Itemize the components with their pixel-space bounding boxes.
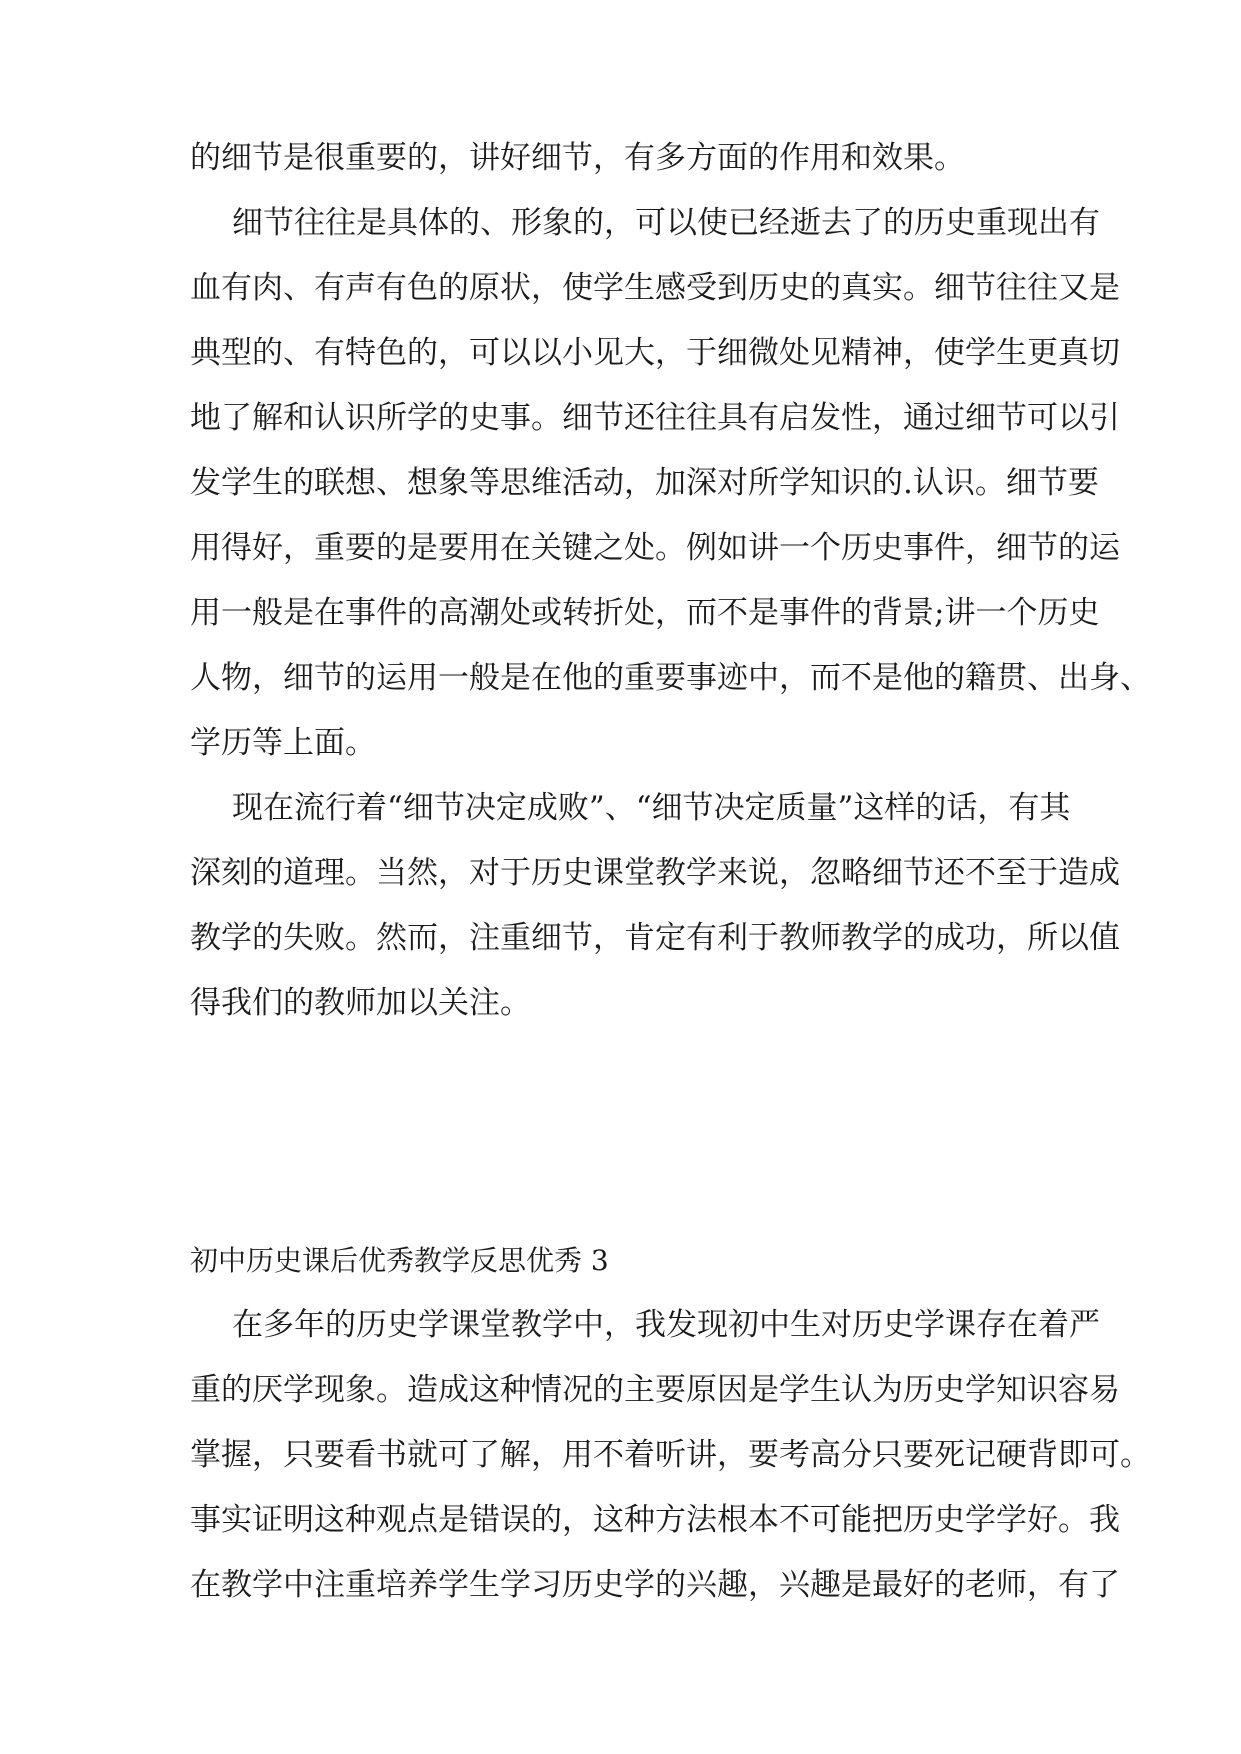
paragraph-popular-sayings	[190, 776, 1120, 1036]
text-line: 在多年的历史学课堂教学中，我发现初中生对历史学课存在着严	[232, 1307, 1100, 1343]
text-line: 事实证明这种观点是错误的，这种方法根本不可能把历史学学好。我	[190, 1502, 1120, 1538]
text-line: 发学生的联想、想象等思维活动，加深对所学知识的.认识。细节要	[190, 465, 1099, 501]
text-line: 用得好，重要的是要用在关键之处。例如讲一个历史事件，细节的运	[190, 530, 1120, 566]
text-line: 教学的失败。然而，注重细节，肯定有利于教师教学的成功，所以值	[190, 920, 1120, 956]
paragraph-section-3	[190, 1293, 1151, 1618]
text-line: 在教学中注重培养学生学习历史学的兴趣，兴趣是最好的老师，有了	[190, 1567, 1120, 1603]
text-line: 细节往往是具体的、形象的，可以使已经逝去了的历史重现出有	[232, 205, 1100, 241]
text-line: 典型的、有特色的，可以以小见大，于细微处见精神，使学生更真切	[190, 335, 1120, 371]
section-heading: 初中历史课后优秀教学反思优秀 3	[190, 1244, 609, 1277]
text-line: 用一般是在事件的高潮处或转折处，而不是事件的背景;讲一个历史	[190, 595, 1100, 631]
text-line: 重的厌学现象。造成这种情况的主要原因是学生认为历史学知识容易	[190, 1372, 1120, 1408]
text-line: 得我们的教师加以关注。	[190, 985, 531, 1021]
text-line: 深刻的道理。当然，对于历史课堂教学来说，忽略细节还不至于造成	[190, 855, 1120, 891]
text-line: 的细节是很重要的，讲好细节，有多方面的作用和效果。	[190, 140, 965, 176]
paragraph-continuation	[190, 126, 1060, 191]
paragraph-details	[190, 191, 1151, 776]
text-line: 现在流行着“细节决定成败”、“细节决定质量”这样的话，有其	[232, 790, 1071, 826]
text-line: 掌握，只要看书就可了解，用不着听讲，要考高分只要死记硬背即可。	[190, 1437, 1151, 1473]
text-line: 血有肉、有声有色的原状，使学生感受到历史的真实。细节往往又是	[190, 270, 1120, 306]
text-line: 人物，细节的运用一般是在他的重要事迹中，而不是他的籍贯、出身、	[190, 660, 1151, 696]
text-line: 学历等上面。	[190, 725, 376, 761]
text-line: 地了解和认识所学的史事。细节还往往具有启发性，通过细节可以引	[190, 400, 1120, 436]
